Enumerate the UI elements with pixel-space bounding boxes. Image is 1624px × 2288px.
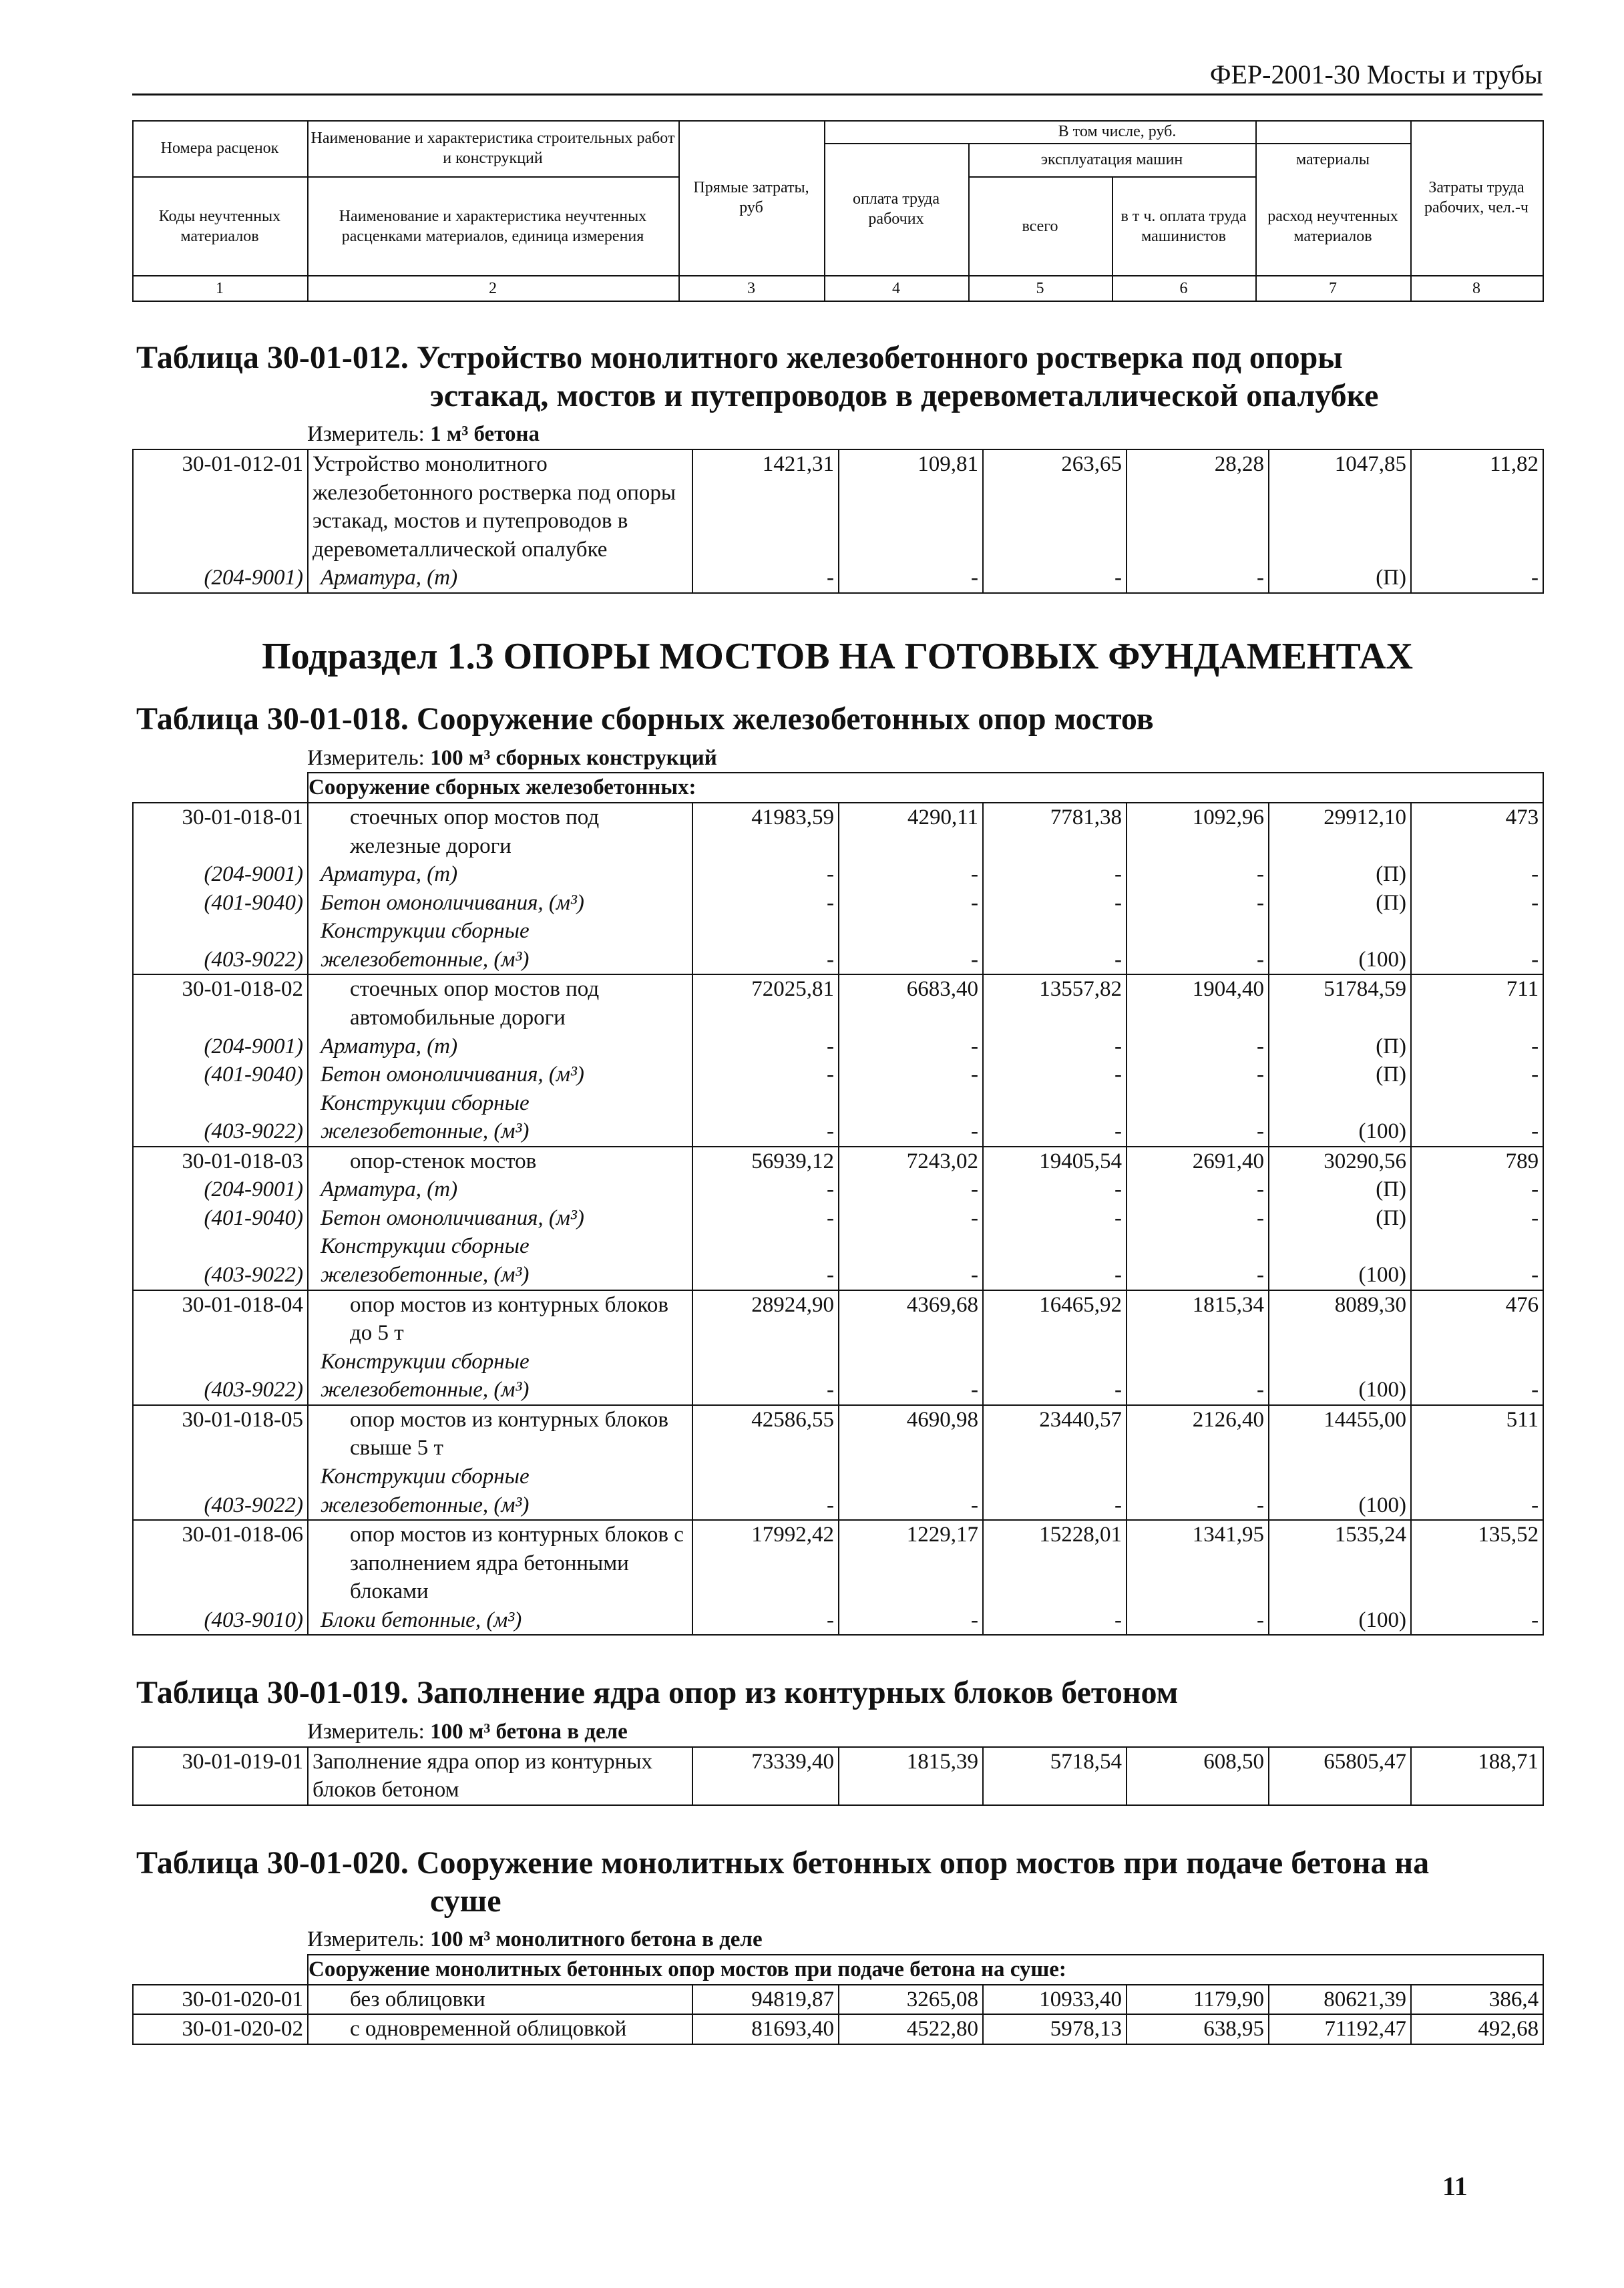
labor-hours: 188,71	[1411, 1747, 1543, 1805]
material-row	[133, 1089, 1543, 1147]
materials-cost: 1047,85	[1269, 449, 1411, 564]
labor-hours: -	[1411, 1204, 1543, 1233]
content	[132, 294, 1543, 2045]
rate-name: стоечных опор мостов под железные дороги	[308, 803, 692, 860]
rate-name: Конструкции сборные железобетонные, (м³)	[308, 1463, 692, 1520]
materials-cost: (П)	[1269, 1032, 1411, 1061]
direct-costs: -	[692, 860, 839, 889]
material-row	[133, 860, 1543, 889]
direct-costs: 42586,55	[692, 1405, 839, 1463]
labor-hours: -	[1411, 1061, 1543, 1089]
direct-costs: 28924,90	[692, 1290, 839, 1348]
rate-row	[133, 1520, 1543, 1606]
material-row	[133, 1061, 1543, 1089]
machines-header: эксплуатация машин	[1040, 151, 1183, 168]
col4-header: оплата труда рабочих	[852, 190, 940, 228]
group-heading: Сооружение сборных железобетонных:	[308, 773, 1543, 803]
rate-code: (403-9022)	[133, 1089, 308, 1147]
machinist-pay: -	[1127, 1232, 1269, 1290]
materials-cost: (100)	[1269, 1348, 1411, 1405]
rate-name: Конструкции сборные железобетонные, (м³)	[308, 1232, 692, 1290]
machine-total: -	[983, 1463, 1127, 1520]
rate-code: (204-9001)	[133, 1032, 308, 1061]
machinist-pay: -	[1127, 860, 1269, 889]
labor-pay: 4522,80	[839, 2014, 983, 2044]
labor-hours: 386,4	[1411, 1985, 1543, 2015]
col-number-7: 7	[1329, 280, 1337, 297]
direct-costs: -	[692, 1232, 839, 1290]
labor-hours: 476	[1411, 1290, 1543, 1348]
table-title-018: Таблица 30-01-018. Сооружение сборных железобетонных опор мостов	[136, 701, 1154, 737]
rate-code: (403-9022)	[133, 1463, 308, 1520]
machine-total: 13557,82	[983, 974, 1127, 1032]
labor-hours: 789	[1411, 1147, 1543, 1176]
rate-row	[133, 1147, 1543, 1176]
machinist-pay: -	[1127, 1463, 1269, 1520]
rate-name: опор мостов из контурных блоков свыше 5 т	[308, 1405, 692, 1463]
direct-costs: 94819,87	[692, 1985, 839, 2015]
machinist-pay: -	[1127, 1606, 1269, 1636]
labor-hours: 511	[1411, 1405, 1543, 1463]
materials-cost: (П)	[1269, 564, 1411, 593]
machinist-pay: 1092,96	[1127, 803, 1269, 860]
table-title-012: Таблица 30-01-012. Устройство монолитного железобетонного ростверка под опоры эстакад, мостов и путепроводов в деревометаллической опалубке	[136, 340, 1379, 413]
rate-name: Конструкции сборные железобетонные, (м³)	[308, 1089, 692, 1147]
rate-name: Блоки бетонные, (м³)	[308, 1606, 692, 1636]
rate-name: Устройство монолитного железобетонного ростверка под опоры эстакад, мостов и путепроводов в деревометаллической опалубке	[308, 449, 692, 564]
machine-total: -	[983, 860, 1127, 889]
rate-code: 30-01-020-01	[133, 1985, 308, 2015]
col2-bottom: Наименование и характеристика неучтенных расценками материалов, единица измерения	[339, 208, 647, 245]
machinist-pay: 1179,90	[1127, 1985, 1269, 2015]
rate-code: (401-9040)	[133, 1061, 308, 1089]
table-018	[132, 772, 1544, 1636]
machinist-pay: -	[1127, 1089, 1269, 1147]
direct-costs: 56939,12	[692, 1147, 839, 1176]
table-020	[132, 1954, 1544, 2045]
labor-pay: 1229,17	[839, 1520, 983, 1606]
col-number-5: 5	[1036, 280, 1044, 297]
rate-name: опор-стенок мостов	[308, 1147, 692, 1176]
materials-cost: 51784,59	[1269, 974, 1411, 1032]
machinist-pay: 1904,40	[1127, 974, 1269, 1032]
labor-pay: -	[839, 917, 983, 974]
materials-cost: 30290,56	[1269, 1147, 1411, 1176]
rate-name: Арматура, (т)	[308, 1032, 692, 1061]
labor-pay: 4690,98	[839, 1405, 983, 1463]
rate-code: 30-01-018-05	[133, 1405, 308, 1463]
machinist-pay: -	[1127, 1175, 1269, 1204]
machinist-pay: 638,95	[1127, 2014, 1269, 2044]
rate-name: Конструкции сборные железобетонные, (м³)	[308, 1348, 692, 1405]
machine-total: -	[983, 889, 1127, 918]
machine-total: -	[983, 1606, 1127, 1636]
col2-top: Наименование и характеристика строительных работ и конструкций	[311, 130, 675, 167]
machine-total: 16465,92	[983, 1290, 1127, 1348]
materials-cost: 14455,00	[1269, 1405, 1411, 1463]
machine-total: 7781,38	[983, 803, 1127, 860]
material-row	[133, 1463, 1543, 1520]
materials-cost: 1535,24	[1269, 1520, 1411, 1606]
direct-costs: 72025,81	[692, 974, 839, 1032]
machinist-pay: 1815,34	[1127, 1290, 1269, 1348]
direct-costs: -	[692, 889, 839, 918]
machine-total: -	[983, 1032, 1127, 1061]
labor-pay: -	[839, 1032, 983, 1061]
machine-total: -	[983, 564, 1127, 593]
group-header: В том числе, руб.	[1058, 123, 1177, 140]
machinist-pay: -	[1127, 1061, 1269, 1089]
machinist-pay: -	[1127, 1204, 1269, 1233]
col8-header: Затраты труда рабочих, чел.-ч	[1424, 179, 1529, 216]
col1-top: Номера расценок	[160, 140, 279, 157]
rate-name: Конструкции сборные железобетонные, (м³)	[308, 917, 692, 974]
materials-cost: 8089,30	[1269, 1290, 1411, 1348]
machinist-pay: -	[1127, 1348, 1269, 1405]
labor-hours: 135,52	[1411, 1520, 1543, 1606]
material-row	[133, 1232, 1543, 1290]
machinist-pay: -	[1127, 1032, 1269, 1061]
table-012	[132, 449, 1544, 594]
table-title-019: Таблица 30-01-019. Заполнение ядра опор из контурных блоков бетоном	[136, 1675, 1179, 1711]
materials-cost: (100)	[1269, 1463, 1411, 1520]
labor-pay: 4290,11	[839, 803, 983, 860]
materials-cost: (100)	[1269, 1606, 1411, 1636]
col-number-1: 1	[216, 280, 224, 297]
labor-pay: 109,81	[839, 449, 983, 564]
material-row	[133, 1204, 1543, 1233]
group-heading: Сооружение монолитных бетонных опор мостов при подаче бетона на суше:	[308, 1955, 1543, 1985]
machine-total: -	[983, 1175, 1127, 1204]
labor-pay: -	[839, 1061, 983, 1089]
machine-total: 15228,01	[983, 1520, 1127, 1606]
rate-name: Арматура, (т)	[308, 860, 692, 889]
materials-cost: (100)	[1269, 1232, 1411, 1290]
rate-name: Бетон омоноличивания, (м³)	[308, 1061, 692, 1089]
rate-name: опор мостов из контурных блоков с заполнением ядра бетонными блоками	[308, 1520, 692, 1606]
labor-hours: 492,68	[1411, 2014, 1543, 2044]
labor-hours: 711	[1411, 974, 1543, 1032]
rate-row	[133, 1405, 1543, 1463]
material-row	[133, 1175, 1543, 1204]
materials-cost: 71192,47	[1269, 2014, 1411, 2044]
labor-hours: -	[1411, 1606, 1543, 1636]
machinist-pay: 2691,40	[1127, 1147, 1269, 1176]
material-row	[133, 564, 1543, 593]
rate-code: 30-01-018-03	[133, 1147, 308, 1176]
subsection-title: Подраздел 1.3 ОПОРЫ МОСТОВ НА ГОТОВЫХ ФУНДАМЕНТАХ	[262, 635, 1413, 677]
machine-total: -	[983, 1089, 1127, 1147]
rate-name: с одновременной облицовкой	[308, 2014, 692, 2044]
direct-costs: -	[692, 1032, 839, 1061]
materials-cost: 29912,10	[1269, 803, 1411, 860]
labor-pay: -	[839, 1348, 983, 1405]
direct-costs: 17992,42	[692, 1520, 839, 1606]
labor-hours: -	[1411, 1348, 1543, 1405]
direct-costs: -	[692, 1204, 839, 1233]
column-header	[132, 120, 1543, 297]
labor-pay: -	[839, 1463, 983, 1520]
rate-row	[133, 1985, 1543, 2015]
meter-018: Измеритель: 100 м³ сборных конструкций	[307, 745, 717, 770]
rate-row	[133, 2014, 1543, 2044]
machine-total: -	[983, 1232, 1127, 1290]
rate-name: Бетон омоноличивания, (м³)	[308, 1204, 692, 1233]
materials-header: материалы	[1295, 151, 1370, 168]
rate-name: Бетон омоноличивания, (м³)	[308, 889, 692, 918]
direct-costs: 81693,40	[692, 2014, 839, 2044]
material-row	[133, 917, 1543, 974]
machinist-pay: -	[1127, 564, 1269, 593]
rate-code: 30-01-018-02	[133, 974, 308, 1032]
group-heading-spacer	[133, 773, 308, 803]
labor-pay: 1815,39	[839, 1747, 983, 1805]
group-heading-row	[133, 1955, 1543, 1985]
col7-header: расход неучтенных материалов	[1267, 208, 1398, 245]
machinist-pay: -	[1127, 889, 1269, 918]
direct-costs: -	[692, 564, 839, 593]
machine-total: 263,65	[983, 449, 1127, 564]
machine-total: 10933,40	[983, 1985, 1127, 2015]
labor-pay: -	[839, 1089, 983, 1147]
labor-pay: -	[839, 860, 983, 889]
table-title-020: Таблица 30-01-020. Сооружение монолитных бетонных опор мостов при подаче бетона на суше	[136, 1845, 1430, 1919]
labor-pay: 6683,40	[839, 974, 983, 1032]
machine-total: 23440,57	[983, 1405, 1127, 1463]
rate-code: 30-01-019-01	[133, 1747, 308, 1805]
labor-hours: -	[1411, 1232, 1543, 1290]
col5-header: всего	[1022, 218, 1058, 235]
direct-costs: 41983,59	[692, 803, 839, 860]
direct-costs: -	[692, 1061, 839, 1089]
labor-hours: -	[1411, 917, 1543, 974]
machine-total: 5718,54	[983, 1747, 1127, 1805]
rate-row	[133, 974, 1543, 1032]
machinist-pay: 608,50	[1127, 1747, 1269, 1805]
machine-total: -	[983, 917, 1127, 974]
materials-cost: (П)	[1269, 1204, 1411, 1233]
machine-total: -	[983, 1204, 1127, 1233]
group-heading-row	[133, 773, 1543, 803]
col-number-4: 4	[892, 280, 900, 297]
direct-costs: 1421,31	[692, 449, 839, 564]
direct-costs: 73339,40	[692, 1747, 839, 1805]
materials-cost: (100)	[1269, 1089, 1411, 1147]
rate-row	[133, 803, 1543, 860]
machine-total: 19405,54	[983, 1147, 1127, 1176]
machinist-pay: 1341,95	[1127, 1520, 1269, 1606]
col6-header: в т ч. оплата труда машинистов	[1121, 208, 1247, 245]
rate-name: стоечных опор мостов под автомобильные дороги	[308, 974, 692, 1032]
material-row	[133, 1032, 1543, 1061]
labor-hours: -	[1411, 860, 1543, 889]
rate-code: (401-9040)	[133, 889, 308, 918]
material-row	[133, 889, 1543, 918]
col-number-2: 2	[489, 280, 497, 297]
rate-code: (204-9001)	[133, 1175, 308, 1204]
rate-code: 30-01-012-01	[133, 449, 308, 564]
group-heading-spacer	[133, 1955, 308, 1985]
materials-cost: (П)	[1269, 1061, 1411, 1089]
rate-name: опор мостов из контурных блоков до 5 т	[308, 1290, 692, 1348]
materials-cost: (П)	[1269, 1175, 1411, 1204]
materials-cost: (П)	[1269, 889, 1411, 918]
rate-code: 30-01-018-06	[133, 1520, 308, 1606]
rate-row	[133, 449, 1543, 564]
rate-name: Заполнение ядра опор из контурных блоков бетоном	[308, 1747, 692, 1805]
labor-pay: -	[839, 1175, 983, 1204]
rate-code: 30-01-018-04	[133, 1290, 308, 1348]
labor-pay: -	[839, 1204, 983, 1233]
machinist-pay: 2126,40	[1127, 1405, 1269, 1463]
materials-cost: (П)	[1269, 860, 1411, 889]
page-number: 11	[1442, 2171, 1468, 2201]
machine-total: -	[983, 1348, 1127, 1405]
direct-costs: -	[692, 1089, 839, 1147]
labor-hours: 11,82	[1411, 449, 1543, 564]
materials-cost: 65805,47	[1269, 1747, 1411, 1805]
rate-name: без облицовки	[308, 1985, 692, 2015]
labor-hours: -	[1411, 564, 1543, 593]
labor-pay: -	[839, 889, 983, 918]
col3-header: Прямые затраты, руб	[693, 179, 809, 216]
labor-hours: -	[1411, 1032, 1543, 1061]
machinist-pay: 28,28	[1127, 449, 1269, 564]
rate-code: 30-01-018-01	[133, 803, 308, 860]
col-number-3: 3	[747, 280, 755, 297]
material-row	[133, 1348, 1543, 1405]
rate-code: 30-01-020-02	[133, 2014, 308, 2044]
labor-hours: -	[1411, 1089, 1543, 1147]
rate-code: (403-9010)	[133, 1606, 308, 1636]
rate-code: (204-9001)	[133, 860, 308, 889]
direct-costs: -	[692, 917, 839, 974]
labor-hours: 473	[1411, 803, 1543, 860]
labor-pay: 3265,08	[839, 1985, 983, 2015]
labor-hours: -	[1411, 1175, 1543, 1204]
rate-code: (403-9022)	[133, 1232, 308, 1290]
direct-costs: -	[692, 1348, 839, 1405]
machine-total: -	[983, 1061, 1127, 1089]
labor-hours: -	[1411, 889, 1543, 918]
rate-code: (403-9022)	[133, 917, 308, 974]
meter-019: Измеритель: 100 м³ бетона в деле	[307, 1719, 628, 1744]
col-number-6: 6	[1179, 280, 1188, 297]
col1-bottom: Коды неучтенных материалов	[158, 208, 281, 245]
rate-row	[133, 1290, 1543, 1348]
rate-row	[133, 1747, 1543, 1805]
header-rule	[132, 93, 1543, 96]
rate-code: (204-9001)	[133, 564, 308, 593]
labor-pay: -	[839, 1606, 983, 1636]
meter-012: Измеритель: 1 м³ бетона	[307, 422, 540, 447]
labor-pay: 7243,02	[839, 1147, 983, 1176]
machine-total: 5978,13	[983, 2014, 1127, 2044]
page-header: ФЕР-2001-30 Мосты и трубы	[1209, 59, 1543, 89]
rate-name: Арматура, (т)	[308, 1175, 692, 1204]
material-row	[133, 1606, 1543, 1636]
labor-pay: -	[839, 564, 983, 593]
machinist-pay: -	[1127, 917, 1269, 974]
rate-name: Арматура, (т)	[308, 564, 692, 593]
meter-020: Измеритель: 100 м³ монолитного бетона в деле	[307, 1927, 763, 1952]
materials-cost: 80621,39	[1269, 1985, 1411, 2015]
table-019	[132, 1746, 1544, 1806]
rate-code: (403-9022)	[133, 1348, 308, 1405]
labor-pay: -	[839, 1232, 983, 1290]
direct-costs: -	[692, 1175, 839, 1204]
col-number-8: 8	[1472, 280, 1480, 297]
rate-code: (401-9040)	[133, 1204, 308, 1233]
direct-costs: -	[692, 1606, 839, 1636]
materials-cost: (100)	[1269, 917, 1411, 974]
labor-pay: 4369,68	[839, 1290, 983, 1348]
direct-costs: -	[692, 1463, 839, 1520]
labor-hours: -	[1411, 1463, 1543, 1520]
